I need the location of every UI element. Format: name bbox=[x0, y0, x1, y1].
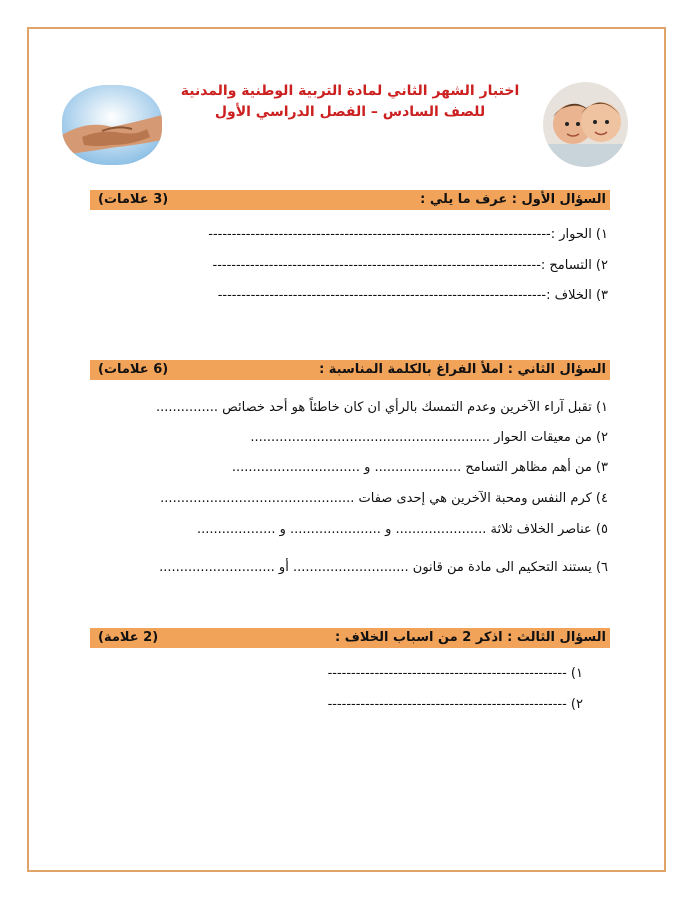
section3-item-2: ٢) --------------------------------------------------- bbox=[327, 697, 583, 712]
section2-item-6: ٦) يستند التحكيم الى مادة من قانون ............................ أو ............................ bbox=[159, 560, 608, 575]
section2-item-5: ٥) عناصر الخلاف ثلاثة ...................... و ...................... و ................... bbox=[196, 522, 608, 537]
exam-subtitle: للصف السادس – الفصل الدراسي الأول bbox=[214, 104, 486, 120]
section1-title: السؤال الأول : عرف ما يلي : bbox=[420, 192, 606, 207]
section3-header bbox=[90, 628, 610, 648]
section3-marks: (2 علامة) bbox=[98, 630, 159, 645]
section2-item-2: ٢) من معيقات الحوار .......................................................... bbox=[250, 430, 608, 445]
section1-item-3: ٣) الخلاف :---------------------------------------------------------------------- bbox=[217, 288, 608, 303]
section3-item-1: ١) --------------------------------------------------- bbox=[327, 666, 583, 681]
section1-marks: (3 علامات) bbox=[98, 192, 169, 207]
section2-header bbox=[90, 360, 610, 380]
section1-item-2: ٢) التسامح :---------------------------------------------------------------------- bbox=[212, 258, 608, 273]
section1-header bbox=[90, 190, 610, 210]
handshake-image bbox=[62, 85, 162, 165]
exam-title: اختبار الشهر الثاني لمادة التربية الوطنية والمدنية bbox=[180, 83, 520, 99]
section2-item-1: ١) تقبل آراء الآخرين وعدم التمسك بالرأي ان كان خاطئاً هو أحد خصائص ............... bbox=[156, 400, 608, 415]
section2-marks: (6 علامات) bbox=[98, 362, 169, 377]
section2-item-4: ٤) كرم النفس ومحبة الآخرين هي إحدى صفات ............................................... bbox=[160, 491, 608, 506]
children-photo bbox=[543, 82, 628, 167]
section1-item-1: ١) الحوار :------------------------------------------------------------------------- bbox=[208, 227, 608, 242]
section3-title: السؤال الثالث : اذكر 2 من اسباب الخلاف : bbox=[335, 630, 606, 645]
section2-item-3: ٣) من أهم مظاهر التسامح ..................... و ............................... bbox=[231, 460, 608, 475]
section2-title: السؤال الثاني : املأ الفراغ بالكلمة المناسبة : bbox=[319, 362, 606, 377]
